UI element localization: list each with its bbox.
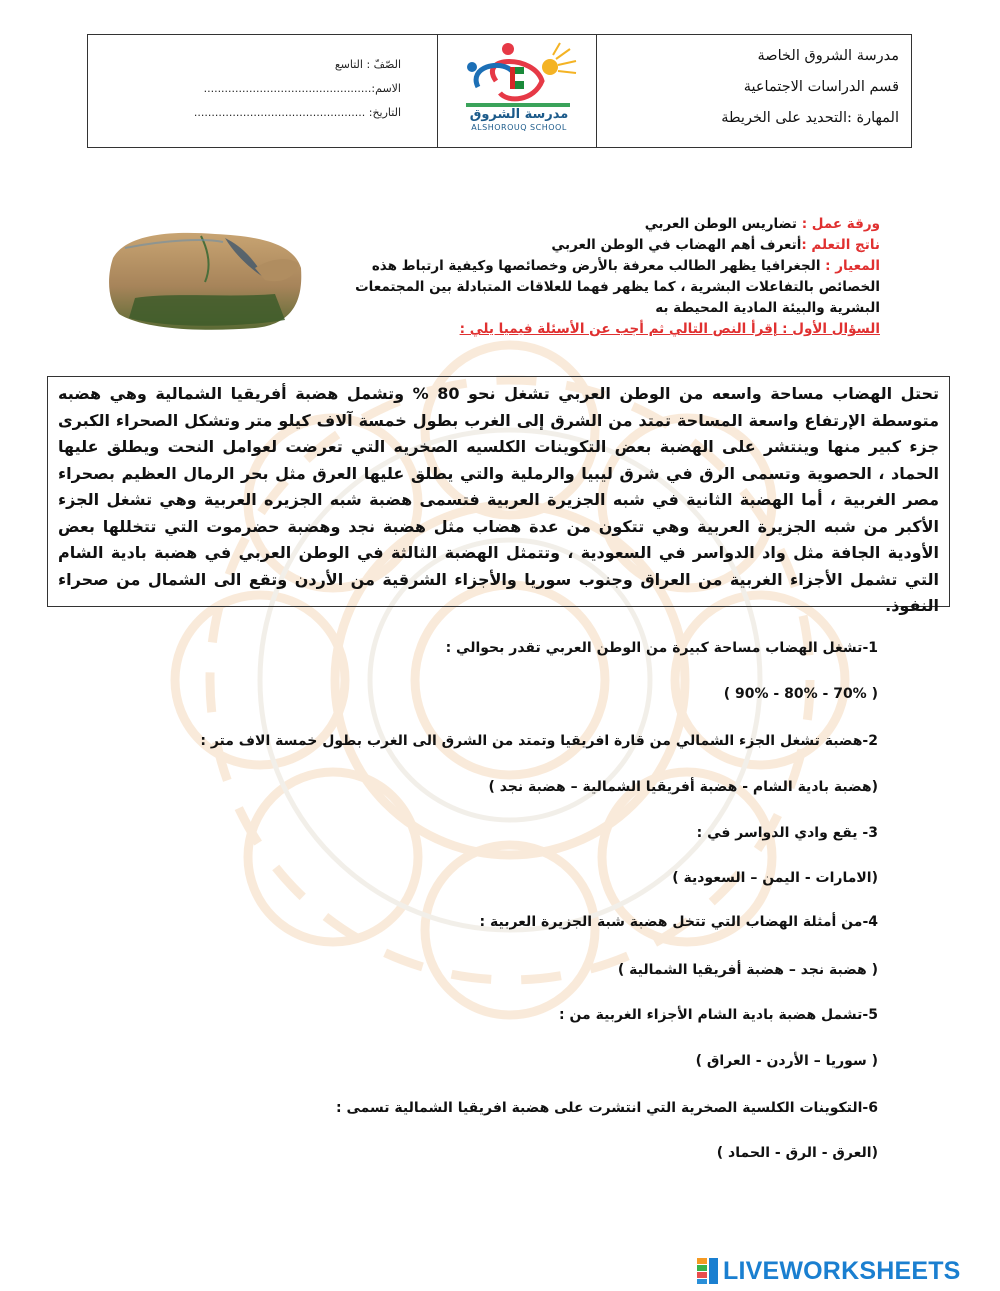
liveworksheets-text: LIVEWORKSHEETS xyxy=(723,1256,961,1285)
logo-text-ar: مدرسة الشروق xyxy=(469,107,569,122)
worksheet-intro xyxy=(320,214,880,340)
question-3-options: (الامارات - اليمن – السعودية ) xyxy=(672,870,878,886)
question-2-options: (هضبة بادية الشام - هضبة أفريقيا الشمالية – هضبة نجد ) xyxy=(488,779,878,795)
question-5: 5-تشمل هضبة بادية الشام الأجزاء الغربية من : xyxy=(558,1007,878,1023)
header-student-info xyxy=(88,35,438,147)
school-logo xyxy=(438,35,598,147)
liveworksheets-mark-icon xyxy=(697,1258,719,1284)
question-2: 2-هضبة تشغل الجزء الشمالي من قارة افريقيا وتمتد من الشرق الى الغرب بطول خمسة الاف متر : xyxy=(200,733,878,749)
liveworksheets-logo[interactable] xyxy=(697,1257,961,1285)
department: قسم الدراسات الاجتماعية xyxy=(743,79,899,95)
header-table xyxy=(87,34,912,148)
header-school-info xyxy=(596,35,911,147)
outcome-line xyxy=(320,235,880,256)
question-5-options: ( سوريا – الأردن - العراق ) xyxy=(695,1053,878,1069)
question1-instruction: السؤال الأول : إقرأ النص التالي ثم أجب عن الأسئلة فيميا يلي : xyxy=(459,321,880,337)
question-1: 1-تشغل الهضاب مساحة كبيرة من الوطن العربي تقدر بحوالي : xyxy=(445,640,878,656)
date-field: التاريخ: ................................................. xyxy=(193,106,401,119)
reading-passage: تحتل الهضاب مساحة واسعه من الوطن العربي تشغل نحو 80 % وتشمل هضبة أفريقيا الشمالية وهي هضبه متوسطة الإرتفاع واسعة المساحة تمتد من الشرق إلى الغرب بطول خمسة آلاف كيلو متر وتشكل الصحراء الكبرى جزء كبير منها وينتشر على الهضبة بعض التكوينات الكلسيه الصخريه التي تعرضت لعوامل النحت ويطلق عليها الحماد ، الحصوية وتسمى الرق في شرق ليبيا والرملية والتي يطلق عليها العرق مثل بحر الرمال العظيم بصحراء مصر الغربية ، أما الهضبة الثانية في شبه الجزيرة العربية فتسمى هضبة شبه الجزيره العربية وهي تشغل الجزء الأكبر من شبه الجزيرة العربية وهي تتكون من عدة هضاب مثل هضبة نجد وهضبة حضرموت التي تتخللها بعض الأودية الجافة مثل واد الدواسر في السعودية ، وتتمثل الهضبة الثالثة في الوطن العربي في هضبة بادية الشام التي تشمل الأجزاء الغربية من العراق وجنوب سوريا والأجزاء الشرقية من الأردن وتقع الى الشمال من صحراء النفوذ. xyxy=(47,376,950,607)
school-name: مدرسة الشروق الخاصة xyxy=(757,48,899,64)
worksheet-label: ورقة عمل : xyxy=(801,216,880,232)
standard-line2: الخصائص بالتفاعلات البشرية ، كما يظهر فهما للعلاقات المتبادلة بين المجتمعات xyxy=(355,279,880,295)
skill: المهارة :التحديد على الخريطة xyxy=(721,110,899,126)
question-4: 4-من أمثلة الهضاب التي تتخل هضبة شبة الجزيرة العربية : xyxy=(479,914,878,930)
question-4-options: ( هضبة نجد – هضبة أفريقيا الشمالية ) xyxy=(617,962,878,978)
question-3: 3- يقع وادي الدواسر في : xyxy=(696,825,878,841)
standard-line xyxy=(320,256,880,277)
worksheet-value: تضاريس الوطن العربي xyxy=(644,216,797,232)
outcome-value: أتعرف أهم الهضاب في الوطن العربي xyxy=(551,237,802,253)
logo-text-en: ALSHOROUQ SCHOOL xyxy=(471,123,567,132)
standard-line1: الجغرافيا يظهر الطالب معرفة بالأرض وخصائصها وكيفية ارتباط هذه xyxy=(371,258,826,274)
worksheet-title-line xyxy=(320,214,880,235)
standard-label: المعيار : xyxy=(825,258,880,274)
outcome-label: ناتج التعلم : xyxy=(801,237,880,253)
name-field: الاسم:................................................ xyxy=(203,82,401,95)
grade-field: الصّفّ : التاسع xyxy=(334,58,401,71)
question-6-options: (العرق - الرق - الحماد ) xyxy=(716,1145,878,1161)
standard-line3: البشرية والبيئة المادية المحيطة به xyxy=(655,300,880,316)
question-6: 6-التكوينات الكلسية الصخرية التي انتشرت على هضبة افريقيا الشمالية تسمى : xyxy=(336,1100,878,1116)
arab-world-satellite-map-image xyxy=(105,228,305,332)
question-1-options: ( 70% - 80% - 90% ) xyxy=(723,686,878,702)
